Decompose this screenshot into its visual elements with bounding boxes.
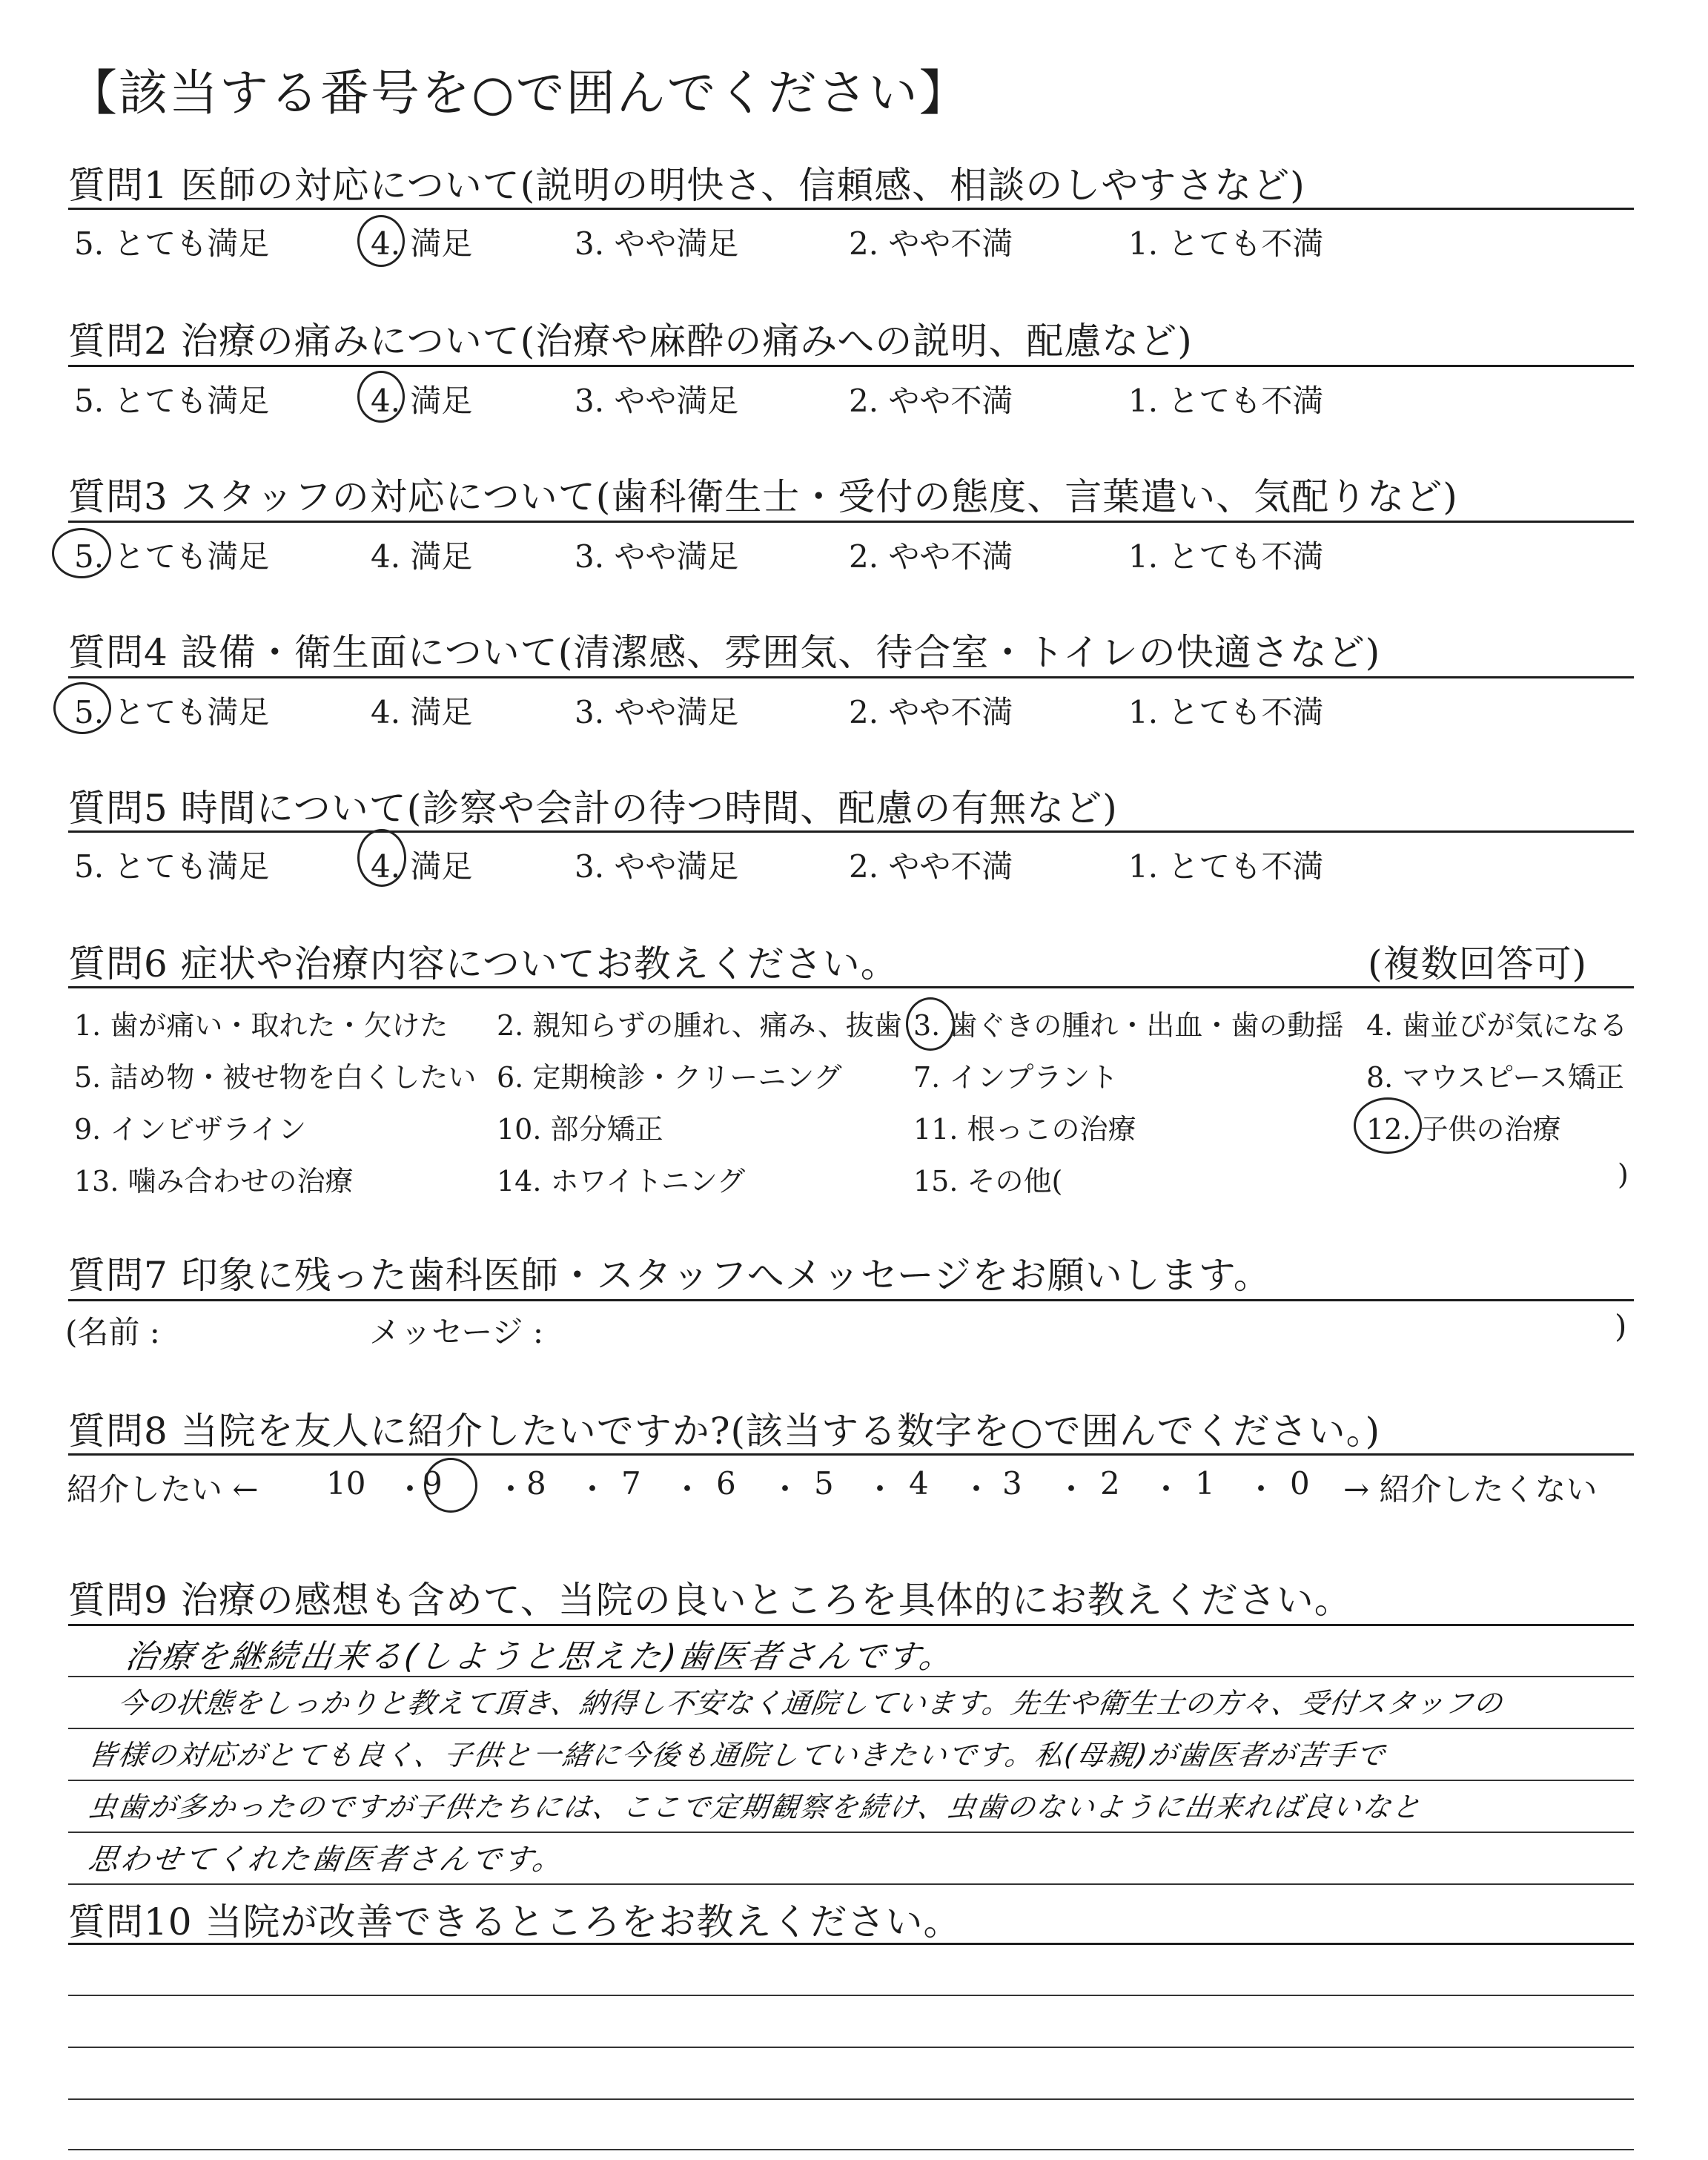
q8-left-label: 紹介したい ← [67, 1471, 259, 1507]
q8-right-label: → 紹介したくない [1343, 1471, 1598, 1507]
page-title: 【該当する番号を○で囲んでください】 [68, 65, 970, 122]
q3-option-5[interactable]: 5. とても満足 [74, 538, 270, 575]
q8-scale-6[interactable]: 6 [716, 1465, 736, 1502]
q6-option-14[interactable]: 14. ホワイトニング [497, 1165, 746, 1198]
q4-option-2[interactable]: 2. やや不満 [849, 694, 1013, 730]
q2-option-4[interactable]: 4. 満足 [371, 383, 473, 419]
q8-scale-3[interactable]: 3 [1002, 1465, 1022, 1502]
q6-option-1[interactable]: 1. 歯が痛い・取れた・欠けた [74, 1009, 448, 1042]
question-9-rule [68, 1624, 1634, 1626]
question-5-label: 質問5 時間について(診察や会計の待つ時間、配慮の有無など) [68, 787, 1118, 830]
q6-option-5[interactable]: 5. 詰め物・被せ物を白くしたい [74, 1061, 477, 1094]
q6-option-15-close: ) [1618, 1158, 1629, 1191]
question-6-rule [68, 986, 1634, 988]
q6-option-3[interactable]: 3. 歯ぐきの腫れ・出血・歯の動揺 [913, 1009, 1344, 1042]
q6-option-12[interactable]: 12. 子供の治療 [1366, 1113, 1561, 1146]
q10-answer-line-4[interactable] [68, 2149, 1634, 2150]
q2-option-2[interactable]: 2. やや不満 [849, 383, 1013, 419]
question-3-label: 質問3 スタッフの対応について(歯科衛生士・受付の態度、言葉遣い、気配りなど) [68, 475, 1458, 518]
q9-answer-line-2 [68, 1728, 1634, 1729]
q6-option-15[interactable]: 15. その他( [913, 1165, 1063, 1198]
q1-option-1[interactable]: 1. とても不満 [1128, 225, 1324, 262]
q5-option-1[interactable]: 1. とても不満 [1128, 848, 1324, 885]
q4-selection-circle [53, 682, 111, 734]
q10-answer-line-1[interactable] [68, 1995, 1634, 1996]
q1-selection-circle [357, 215, 405, 267]
question-6-label: 質問6 症状や治療内容についてお教えください。 [68, 942, 898, 985]
question-9-label: 質問9 治療の感想も含めて、当院の良いところを具体的にお教えください。 [68, 1579, 1352, 1622]
question-1-rule [68, 208, 1634, 210]
q5-option-3[interactable]: 3. やや満足 [575, 848, 739, 885]
q5-option-2[interactable]: 2. やや不満 [849, 848, 1013, 885]
q8-scale-1[interactable]: 1 [1195, 1465, 1215, 1502]
q2-option-5[interactable]: 5. とても満足 [74, 383, 270, 419]
q4-option-3[interactable]: 3. やや満足 [575, 694, 739, 730]
q6-option-11[interactable]: 11. 根っこの治療 [913, 1113, 1136, 1146]
q10-answer-line-3[interactable] [68, 2098, 1634, 2100]
question-3-rule [68, 521, 1634, 523]
q6-option-4[interactable]: 4. 歯並びが気になる [1366, 1009, 1628, 1042]
q8-scale-9[interactable]: 9 [423, 1465, 443, 1502]
q8-scale-separator: ・ [1056, 1471, 1088, 1507]
q8-scale-2[interactable]: 2 [1100, 1465, 1120, 1502]
q3-option-3[interactable]: 3. やや満足 [575, 538, 739, 575]
q6-option-2[interactable]: 2. 親知らずの腫れ、痛み、抜歯 [497, 1009, 902, 1042]
q6-option-8[interactable]: 8. マウスピース矯正 [1366, 1061, 1624, 1094]
q3-option-1[interactable]: 1. とても不満 [1128, 538, 1324, 575]
q4-option-4[interactable]: 4. 満足 [371, 694, 473, 730]
question-7-rule [68, 1299, 1634, 1301]
q6-option-9[interactable]: 9. インビザライン [74, 1113, 307, 1146]
q8-scale-4[interactable]: 4 [909, 1465, 929, 1502]
q4-option-5[interactable]: 5. とても満足 [74, 694, 270, 730]
q1-option-5[interactable]: 5. とても満足 [74, 225, 270, 262]
question-4-rule [68, 676, 1634, 678]
q2-option-3[interactable]: 3. やや満足 [575, 383, 739, 419]
q5-option-5[interactable]: 5. とても満足 [74, 848, 270, 885]
q1-option-3[interactable]: 3. やや満足 [575, 225, 739, 262]
q9-answer-text-4: 虫歯が多かったのですが子供たちには、ここで定期観察を続け、虫歯のないように出来れば良いなと [86, 1791, 1425, 1823]
question-8-label: 質問8 当院を友人に紹介したいですか?(該当する数字を○で囲んでください。) [68, 1410, 1381, 1453]
question-7-label: 質問7 印象に残った歯科医師・スタッフへメッセージをお願いします。 [68, 1254, 1271, 1297]
q8-scale-10[interactable]: 10 [326, 1465, 366, 1502]
q8-scale-separator: ・ [495, 1471, 527, 1507]
q8-scale-separator: ・ [864, 1471, 896, 1507]
q8-scale-separator: ・ [394, 1471, 426, 1507]
q8-scale-separator: ・ [1245, 1471, 1277, 1507]
question-1-label: 質問1 医師の対応について(説明の明快さ、信頼感、相談のしやすさなど) [68, 164, 1305, 207]
q8-scale-7[interactable]: 7 [621, 1465, 641, 1502]
q3-option-4[interactable]: 4. 満足 [371, 538, 473, 575]
question-2-label: 質問2 治療の痛みについて(治療や麻酔の痛みへの説明、配慮など) [68, 320, 1193, 363]
q10-answer-line-2[interactable] [68, 2047, 1634, 2048]
q1-option-2[interactable]: 2. やや不満 [849, 225, 1013, 262]
q6-selection-circle-3 [906, 997, 955, 1051]
q6-option-7[interactable]: 7. インプラント [913, 1061, 1119, 1094]
question-4-label: 質問4 設備・衛生面について(清潔感、雰囲気、待合室・トイレの快適さなど) [68, 631, 1381, 674]
q6-option-6[interactable]: 6. 定期検診・クリーニング [497, 1061, 842, 1094]
q4-option-1[interactable]: 1. とても不満 [1128, 694, 1324, 730]
q7-message-label: メッセージ : [369, 1314, 543, 1350]
q9-answer-line-5 [68, 1883, 1634, 1885]
q8-scale-separator: ・ [1151, 1471, 1182, 1507]
q3-option-2[interactable]: 2. やや不満 [849, 538, 1013, 575]
q7-name-label: (名前 : [65, 1314, 160, 1350]
q8-scale-8[interactable]: 8 [526, 1465, 546, 1502]
q6-option-13[interactable]: 13. 噛み合わせの治療 [74, 1165, 354, 1198]
q8-scale-5[interactable]: 5 [814, 1465, 834, 1502]
question-2-rule [68, 365, 1634, 367]
question-10-rule [68, 1943, 1634, 1945]
q7-close-paren: ) [1615, 1308, 1627, 1344]
q9-answer-text-5: 思わせてくれた歯医者さんです。 [86, 1843, 567, 1877]
question-8-rule [68, 1453, 1634, 1456]
q9-answer-line-4 [68, 1832, 1634, 1833]
q8-scale-separator: ・ [577, 1471, 609, 1507]
q5-selection-circle [357, 829, 406, 887]
question-5-rule [68, 830, 1634, 833]
q1-option-4[interactable]: 4. 満足 [371, 225, 473, 262]
q5-option-4[interactable]: 4. 満足 [371, 848, 473, 885]
question-10-label: 質問10 当院が改善できるところをお教えください。 [68, 1900, 961, 1943]
q8-scale-0[interactable]: 0 [1290, 1465, 1310, 1502]
question-6-note: (複数回答可) [1368, 942, 1588, 985]
q8-scale-separator: ・ [769, 1471, 801, 1507]
q8-selection-circle [424, 1458, 477, 1513]
q2-option-1[interactable]: 1. とても不満 [1128, 383, 1324, 419]
q9-answer-text-1: 治療を継続出来る(しようと思えた)歯医者さんです。 [122, 1638, 957, 1676]
q9-answer-text-2: 今の状態をしっかりと教えて頂き、納得し不安なく通院しています。先生や衛生士の方々、受付スタッフの [116, 1687, 1506, 1720]
q8-scale-separator: ・ [961, 1471, 993, 1507]
q6-option-10[interactable]: 10. 部分矯正 [497, 1113, 663, 1146]
q8-scale-separator: ・ [672, 1471, 704, 1507]
q9-answer-text-3: 皆様の対応がとても良く、子供と一緒に今後も通院していきたいです。私(母親)が歯医者が苦手で [86, 1739, 1388, 1771]
q3-selection-circle [52, 528, 111, 578]
q2-selection-circle [357, 371, 405, 423]
q6-selection-circle-12 [1354, 1097, 1422, 1154]
q9-answer-line-3 [68, 1780, 1634, 1781]
